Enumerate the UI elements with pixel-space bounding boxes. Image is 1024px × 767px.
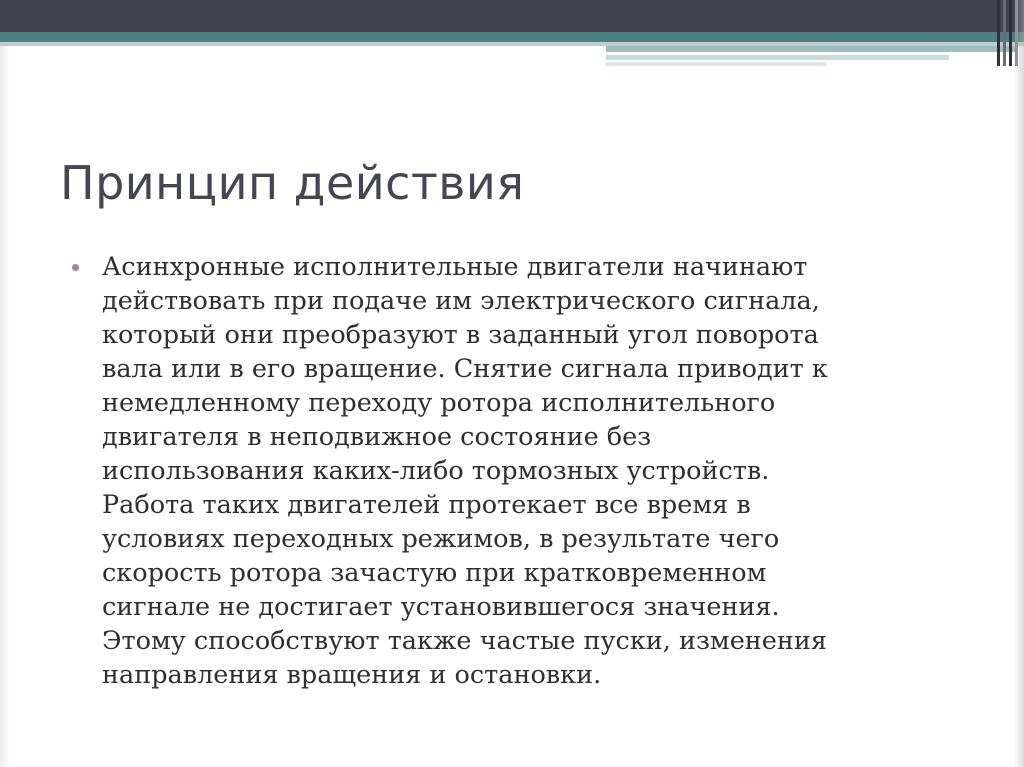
decor-stripe-1: [606, 46, 1016, 52]
top-dark-bar: [0, 0, 1024, 32]
vertical-stripe-1: [997, 0, 1000, 66]
bullet-item: [72, 250, 972, 692]
decor-stripe-3: [606, 62, 826, 66]
top-teal-bar: [0, 32, 1024, 42]
slide-body: [72, 250, 972, 692]
slide-title: Принцип действия: [60, 156, 525, 210]
bullet-text: Асинхронные исполнительные двигатели начинают действовать при подаче им электрического сигнала, который они преобразуют в заданный угол поворота вала или в его вращение. Снятие сигнала приводит к немедленному переходу ротора исполнительного двигателя в неподвижное состояние без использования каких-либо тормозных устройств. Работа таких двигателей протекает все время в условиях переходных режимов, в результате чего скорость ротора зачастую при кратковременном сигнале не достигает установившегося значения. Этому способствуют также частые пуски, изменения направления вращения и остановки.: [102, 252, 828, 690]
bullet-dot-icon: [72, 264, 79, 271]
left-edge-shadow: [0, 46, 10, 767]
right-edge-shadow: [1014, 0, 1024, 767]
vertical-stripe-3: [1009, 0, 1012, 66]
decor-stripe-2: [606, 55, 949, 60]
vertical-stripe-2: [1003, 0, 1006, 66]
